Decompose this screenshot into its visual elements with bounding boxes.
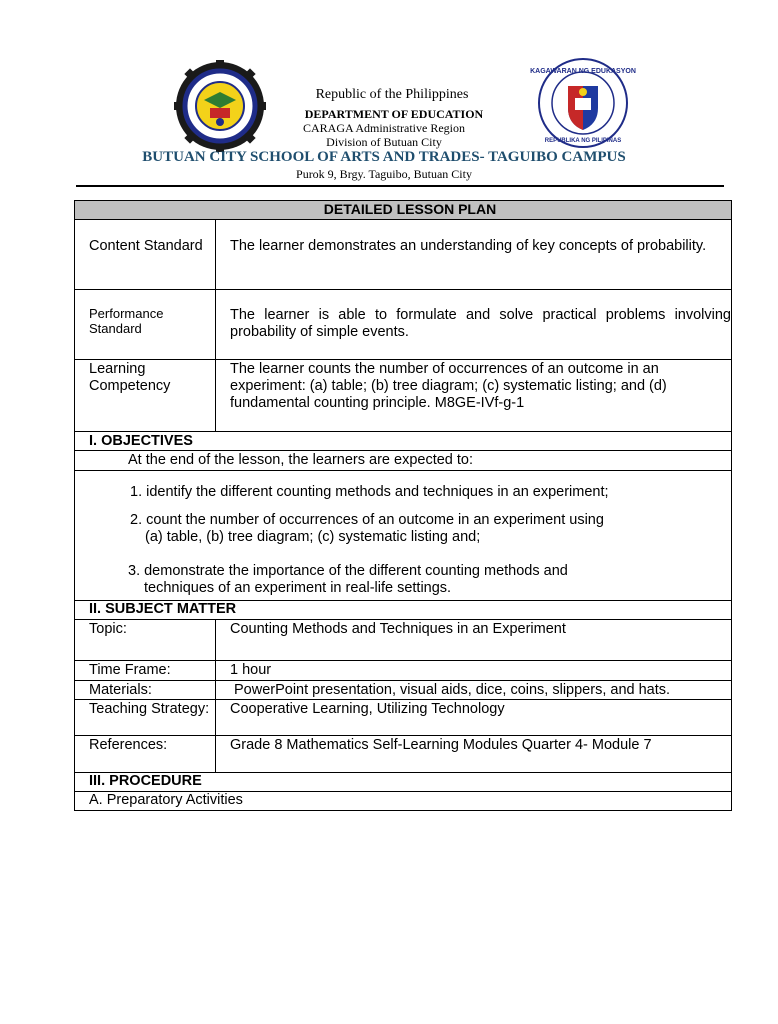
region-line: CARAGA Administrative Region — [303, 121, 465, 135]
school-name: BUTUAN CITY SCHOOL OF ARTS AND TRADES- TAGUIBO CAMPUS — [142, 149, 626, 165]
lesson-plan-title: DETAILED LESSON PLAN — [75, 201, 732, 220]
deped-seal-text-top: KAGAWARAN NG EDUKASYON — [530, 68, 636, 75]
references-label: References: — [75, 736, 216, 773]
subject-matter-heading: II. SUBJECT MATTER — [75, 601, 732, 620]
performance-standard-label: Performance Standard — [75, 290, 216, 360]
objective-3-line-2: techniques of an experiment in real-life settings. — [144, 580, 452, 596]
performance-standard-text: The learner is able to formulate and solve practical problems involving probability of simple events. — [216, 290, 732, 360]
materials-text: PowerPoint presentation, visual aids, dice, coins, slippers, and hats. — [216, 681, 732, 700]
objectives-intro: At the end of the lesson, the learners are expected to: — [75, 451, 732, 471]
objective-1: 1. identify the different counting methods and techniques in an experiment; — [130, 484, 609, 500]
content-standard-label: Content Standard — [75, 220, 216, 290]
materials-label: Materials: — [75, 681, 216, 700]
objective-2-line-2: (a) table, (b) tree diagram; (c) systematic listing and; — [145, 529, 481, 545]
learning-competency-text: The learner counts the number of occurrences of an outcome in an experiment: (a) table; (b) tree diagram; (c) systematic listing; and (d) fundamental counting principle. M8GE-IVf-g-1 — [216, 360, 732, 432]
preparatory-activities: A. Preparatory Activities — [75, 792, 732, 811]
teaching-strategy-text: Cooperative Learning, Utilizing Technology — [216, 700, 732, 736]
school-address: Purok 9, Brgy. Taguibo, Butuan City — [296, 167, 472, 181]
republic-line: Republic of the Philippines — [315, 87, 469, 102]
learning-competency-label: Learning Competency — [75, 360, 216, 432]
procedure-heading: III. PROCEDURE — [75, 773, 732, 792]
objective-2-line-1: 2. count the number of occurrences of an outcome in an experiment using — [130, 512, 604, 528]
content-standard-text: The learner demonstrates an understanding of key concepts of probability. — [216, 220, 732, 290]
deped-seal-text-bottom: REPUBLIKA NG PILIPINAS — [544, 138, 622, 144]
lesson-plan-table — [74, 200, 732, 811]
time-frame-text: 1 hour — [216, 661, 732, 681]
time-frame-label: Time Frame: — [75, 661, 216, 681]
objectives-list — [75, 471, 732, 601]
topic-label: Topic: — [75, 620, 216, 661]
letterhead — [0, 0, 768, 200]
teaching-strategy-label: Teaching Strategy: — [75, 700, 216, 736]
department-line: DEPARTMENT OF EDUCATION — [304, 107, 484, 121]
references-text: Grade 8 Mathematics Self-Learning Modules Quarter 4- Module 7 — [216, 736, 732, 773]
objective-3-line-1: 3. demonstrate the importance of the different counting methods and — [128, 563, 568, 579]
topic-text: Counting Methods and Techniques in an Experiment — [216, 620, 732, 661]
header-divider — [76, 185, 724, 187]
objectives-heading: I. OBJECTIVES — [75, 432, 732, 451]
division-line: Division of Butuan City — [326, 135, 442, 149]
